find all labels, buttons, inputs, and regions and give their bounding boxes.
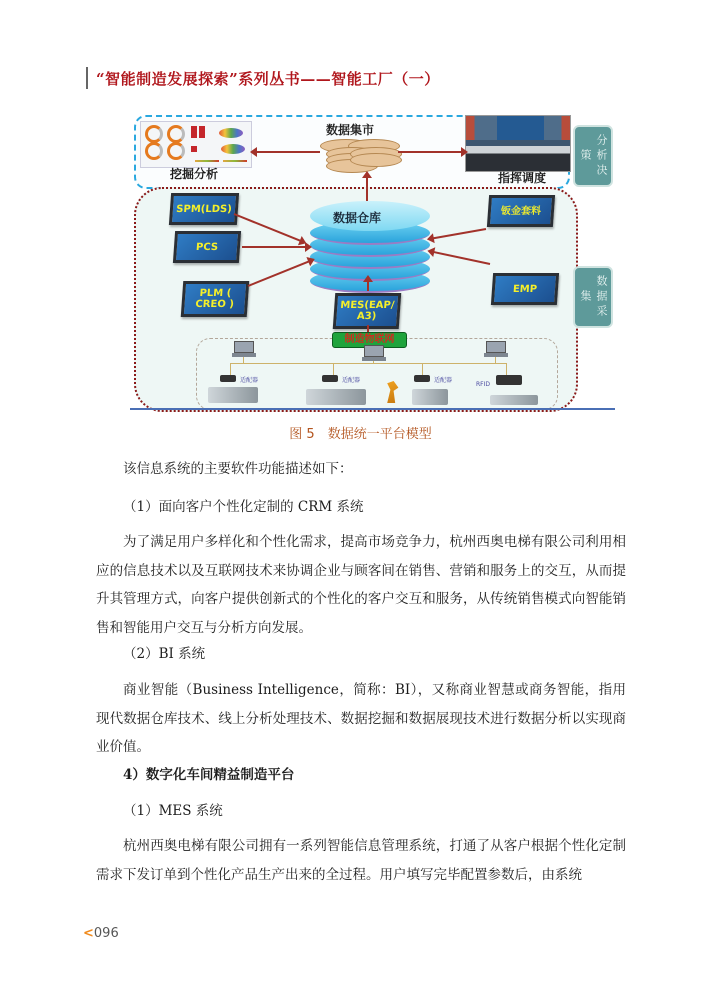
crm-paragraph: 为了满足用户多样化和个性化需求，提高市场竞争力，杭州西奥电梯有限公司利用相应的信息技术以及互联网技术来协调企业与顾客间在销售、营销和服务上的交互，从而提升其管理方式，向客户提供创新式的个性化的客户交互和服务，从传统销售模式向智能销售和智能用户交互与分析方向发展。 bbox=[96, 534, 626, 636]
system-mes: MES(EAP/ A3) bbox=[333, 293, 402, 329]
system-pcs: PCS bbox=[173, 231, 241, 263]
mining-analysis-label: 挖掘分析 bbox=[170, 167, 219, 181]
arrow-to-dispatch bbox=[398, 151, 462, 153]
arrow-to-mining bbox=[256, 151, 320, 153]
computer-icon bbox=[364, 345, 384, 357]
page-marker-icon: < bbox=[83, 926, 94, 941]
device-label: 适配器 bbox=[342, 377, 361, 384]
machine-icon bbox=[208, 387, 258, 403]
machine-icon bbox=[412, 389, 448, 405]
series-title: “智能制造发展探索”系列丛书——智能工厂（一） bbox=[96, 70, 440, 88]
system-plm: PLM ( CREO ) bbox=[181, 281, 250, 317]
analytics-dashboard-image bbox=[140, 121, 252, 168]
bi-paragraph: 商业智能（Business Intelligence，简称：BI），又称商业智慧或商务智能，指用现代数据仓库技术、线上分析处理技术、数据挖掘和数据展现技术进行数据分析以实现商业价值。 bbox=[96, 682, 626, 755]
adapter-icon bbox=[220, 375, 236, 382]
page-number-value: 096 bbox=[93, 926, 119, 941]
diagram-baseline bbox=[130, 408, 615, 410]
device-label: RFID bbox=[476, 381, 491, 388]
header-accent-bar bbox=[86, 67, 88, 89]
section-4-heading: 4）数字化车间精益制造平台 bbox=[123, 767, 295, 783]
machine-icon bbox=[306, 389, 366, 405]
arrow-to-mart bbox=[366, 177, 368, 201]
data-mart-icon bbox=[320, 133, 400, 178]
device-label: 适配器 bbox=[434, 377, 453, 384]
mes-paragraph: 杭州西奥电梯有限公司拥有一系列智能信息管理系统，打通了从客户根据个性化定制需求下发订单到个性化产品生产出来的全过程。用户填写完毕配置参数后，由系统 bbox=[96, 838, 626, 883]
arrow-mes bbox=[367, 281, 369, 291]
data-platform-diagram bbox=[130, 113, 615, 410]
iot-label: 制造物联网 bbox=[332, 332, 407, 348]
figure-caption: 图 5 数据统一平台模型 bbox=[289, 427, 432, 442]
analysis-decision-tab: 分析决策 bbox=[573, 125, 613, 187]
data-collection-tab: 数据采集 bbox=[573, 266, 613, 328]
intro-paragraph: 该信息系统的主要软件功能描述如下： bbox=[123, 461, 353, 477]
arrow-pcs bbox=[242, 246, 306, 248]
machine-icon bbox=[490, 395, 538, 405]
mes-heading: （1）MES 系统 bbox=[123, 803, 223, 819]
computer-icon bbox=[486, 341, 506, 353]
network-bus bbox=[230, 363, 506, 364]
command-dispatch-label: 指挥调度 bbox=[498, 171, 547, 185]
device-label: 适配器 bbox=[240, 377, 259, 384]
adapter-icon bbox=[414, 375, 430, 382]
data-warehouse-label: 数据仓库 bbox=[333, 211, 382, 225]
data-mart-label: 数据集市 bbox=[326, 123, 375, 137]
crm-heading: （1）面向客户个性化定制的 CRM 系统 bbox=[123, 499, 364, 515]
control-room-image bbox=[465, 115, 571, 172]
system-sheet-metal: 钣金套料 bbox=[487, 195, 555, 227]
adapter-icon bbox=[322, 375, 338, 382]
system-emp: EMP bbox=[491, 273, 559, 305]
computer-icon bbox=[234, 341, 254, 353]
rfid-reader-icon bbox=[496, 375, 522, 385]
bi-heading: （2）BI 系统 bbox=[123, 646, 206, 662]
page-number bbox=[83, 926, 119, 941]
system-spm: SPM(LDS) bbox=[169, 193, 239, 225]
